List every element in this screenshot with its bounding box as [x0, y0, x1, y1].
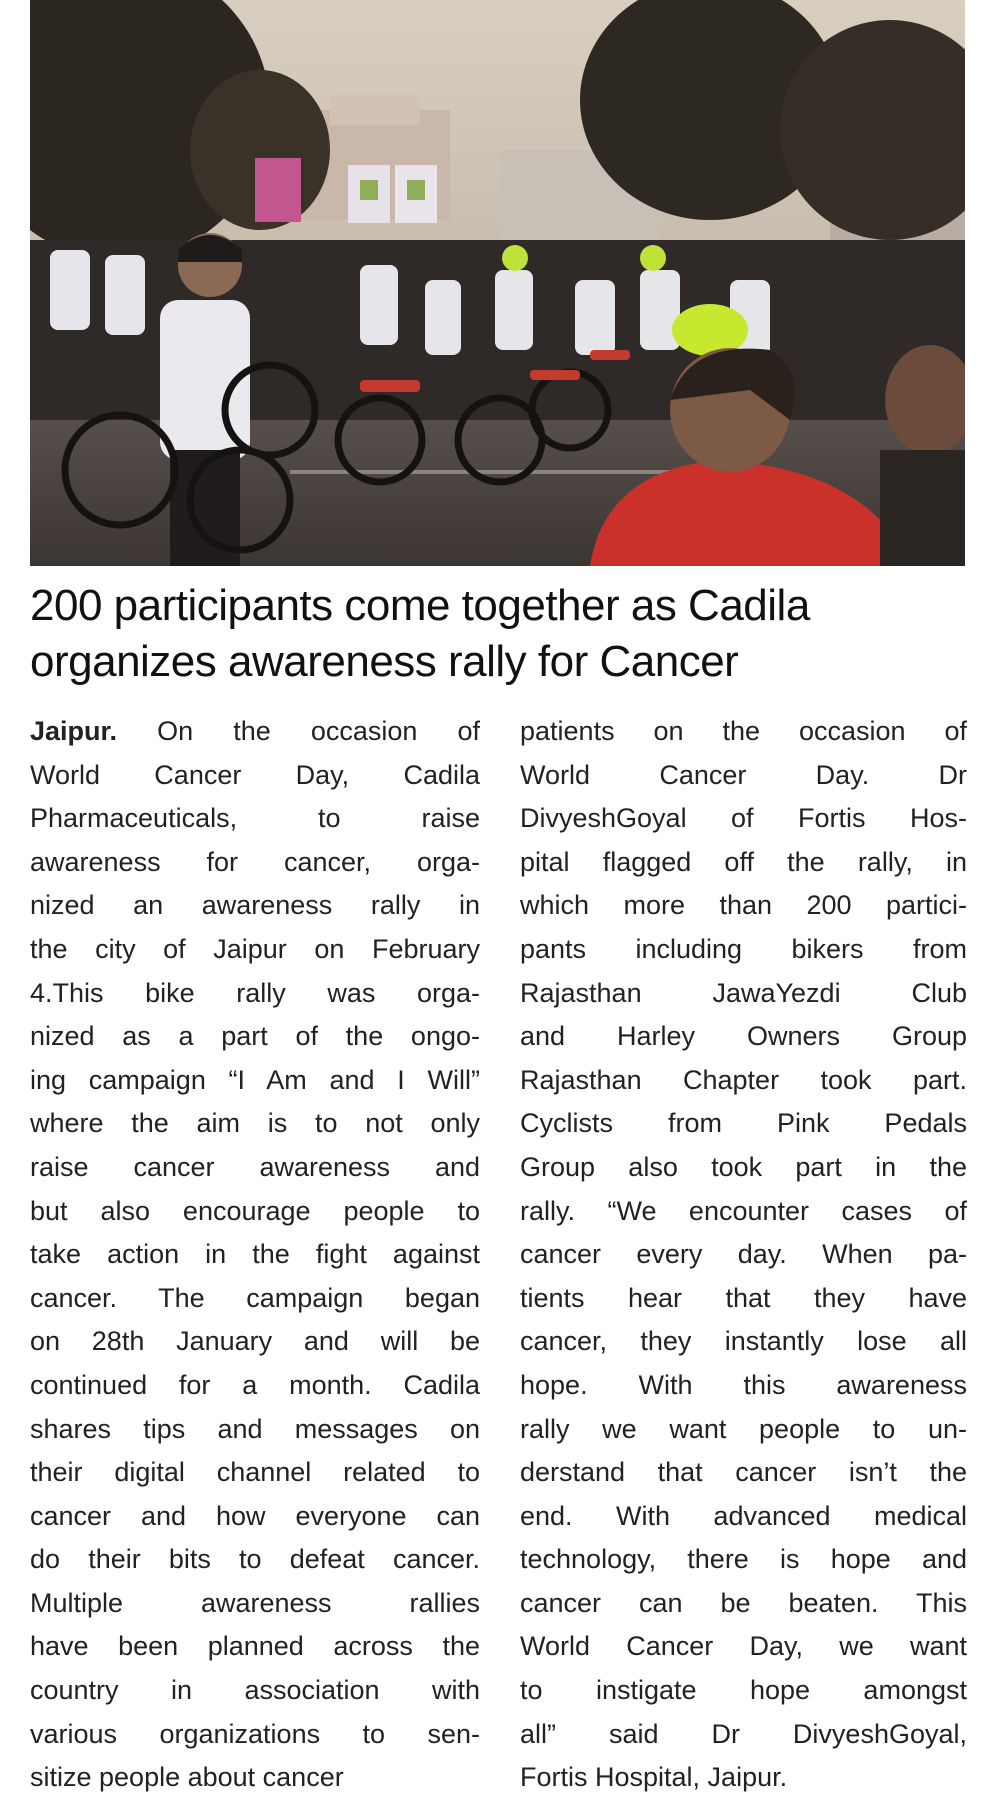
article-text-line: hope. With this awareness [520, 1369, 967, 1400]
article-text-line: World Cancer Day, we want [520, 1631, 967, 1662]
article-text-line: Multiple awareness rallies [30, 1587, 480, 1618]
article-text-line: Group also took part in the [520, 1151, 967, 1182]
article-text-line: cancer. The campaign began [30, 1282, 480, 1313]
article-text-line: technology, there is hope and [520, 1544, 967, 1575]
article-text-line: but also encourage people to [30, 1195, 480, 1226]
article-text-line: World Cancer Day. Dr [520, 759, 967, 790]
article-text-line: rally we want people to un- [520, 1413, 967, 1444]
article-text-line: all” said Dr DivyeshGoyal, [520, 1718, 967, 1749]
rally-photo [30, 0, 965, 566]
article-headline [30, 578, 970, 690]
article-text-fragment: On the occasion of [117, 716, 480, 746]
article-text-line: 4.This bike rally was orga- [30, 977, 480, 1008]
article-text-line: World Cancer Day, Cadila [30, 759, 480, 790]
article-text-line: cancer can be beaten. This [520, 1587, 967, 1618]
article-text-line: derstand that cancer isn’t the [520, 1457, 967, 1488]
article-text-line: Rajasthan JawaYezdi Club [520, 977, 967, 1008]
article-text-line: to instigate hope amongst [520, 1675, 967, 1706]
article-text-line: awareness for cancer, orga- [30, 846, 480, 877]
article-text-line: Pharmaceuticals, to raise [30, 803, 480, 834]
article-text-line: and Harley Owners Group [520, 1021, 967, 1052]
article-text-line: ing campaign “I Am and I Will” [30, 1064, 480, 1095]
headline-line-2: organizes awareness rally for Cancer [30, 637, 739, 686]
article-text-line: DivyeshGoyal of Fortis Hos- [520, 803, 967, 834]
photo-illustration [30, 0, 965, 566]
article-text-line: cancer, they instantly lose all [520, 1326, 967, 1357]
article-text-line: nized as a part of the ongo- [30, 1021, 480, 1052]
article-text-line: cancer every day. When pa- [520, 1239, 967, 1270]
article-text-line: various organizations to sen- [30, 1718, 480, 1749]
article-text-line: where the aim is to not only [30, 1108, 480, 1139]
article-text-line: tients hear that they have [520, 1282, 967, 1313]
article-text-line: take action in the fight against [30, 1239, 480, 1270]
article-text-line: cancer and how everyone can [30, 1500, 480, 1531]
article-text-line: on 28th January and will be [30, 1326, 480, 1357]
article-text-line: the city of Jaipur on February [30, 933, 480, 964]
article-column-right [520, 710, 967, 1800]
article-dateline: Jaipur. [30, 716, 118, 746]
article-text-line: patients on the occasion of [520, 716, 967, 746]
article-text-line: country in association with [30, 1675, 480, 1706]
article-text-line [30, 710, 480, 754]
article-text-line: nized an awareness rally in [30, 890, 480, 921]
article-text-line: continued for a month. Cadila [30, 1369, 480, 1400]
article-text-line: raise cancer awareness and [30, 1151, 480, 1182]
article-text-line: have been planned across the [30, 1631, 480, 1662]
article-text-line: end. With advanced medical [520, 1500, 967, 1531]
article-text-line: shares tips and messages on [30, 1413, 480, 1444]
article-text-line: Cyclists from Pink Pedals [520, 1108, 967, 1139]
article-text-line: their digital channel related to [30, 1457, 480, 1488]
article-text-line: rally. “We encounter cases of [520, 1195, 967, 1226]
article-text-line: do their bits to defeat cancer. [30, 1544, 480, 1575]
article-text-line: Rajasthan Chapter took part. [520, 1064, 967, 1095]
article-text-line: sitize people about cancer [30, 1762, 344, 1793]
article-column-left [30, 710, 480, 1800]
headline-line-1: 200 participants come together as Cadila [30, 581, 810, 630]
article-text-line: which more than 200 partici- [520, 890, 967, 921]
article-text-line: pital flagged off the rally, in [520, 846, 967, 877]
article-text-line: Fortis Hospital, Jaipur. [520, 1762, 788, 1793]
article-text-line: pants including bikers from [520, 933, 967, 964]
